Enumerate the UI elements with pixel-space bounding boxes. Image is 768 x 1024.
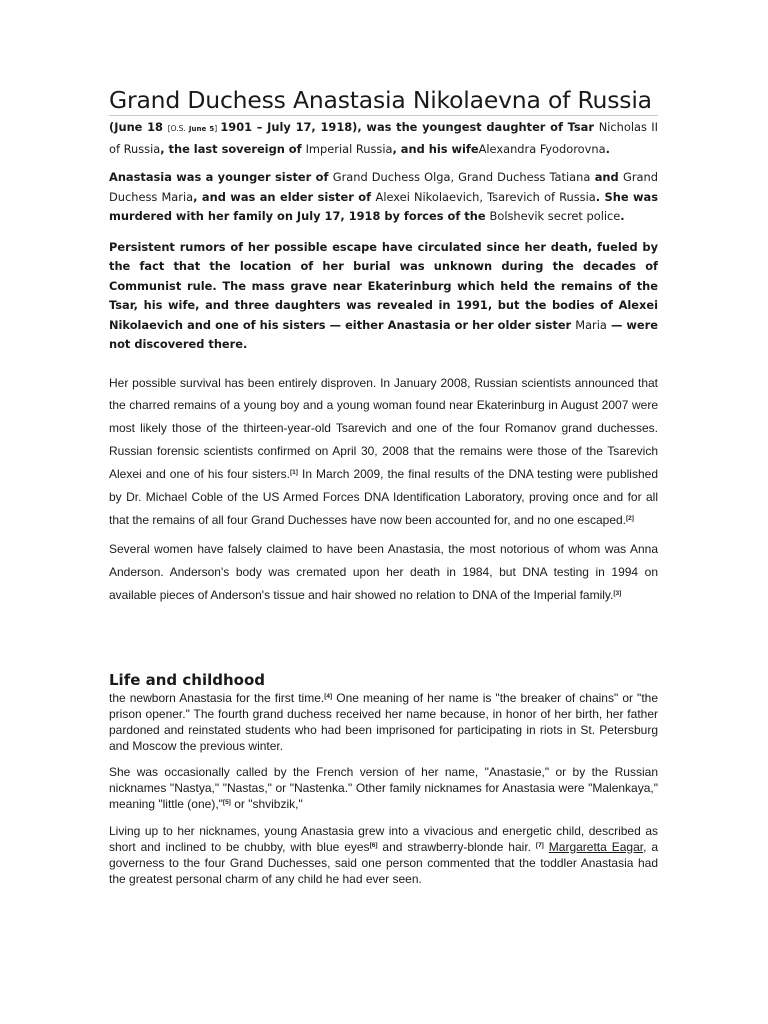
link-grand-duchess-tatiana[interactable]: Grand Duchess Tatiana [458,170,591,184]
siblings-text-4: . She was murdered with her family on July 17, 1918 by forces of the [109,189,659,223]
rumors-text-1: Persistent rumors of her possible escape have circulated since her death, fueled by the fact that the location of her burial was unknown during the decades of Communist rule. The mass grave near Ekaterinburg which held the remains of the Tsar, his wife, and three daughters was revealed in 1991, but the bodies of Alexei Nikolaevich and one of his sisters — either Anastasia or her older sister [109,239,658,332]
intro-birth-date: June 18 [114,120,168,134]
intro-text-bold-4: . [605,141,610,156]
citation-5[interactable]: [5] [222,798,231,806]
rumors-paragraph [109,238,658,355]
citation-2[interactable]: [2] [626,514,634,522]
childhood-paragraph [109,823,658,887]
nicknames-text-2: or "shvibzik," [230,796,303,811]
link-alexandra-fyodorovna[interactable]: Alexandra Fyodorovna [478,141,606,156]
link-bolshevik-police[interactable]: Bolshevik secret police [489,209,621,223]
document-page [109,86,658,887]
siblings-text-1: Anastasia was a younger sister of [109,170,333,184]
intro-os-close: ] [214,124,221,133]
siblings-text-2: and [590,170,624,184]
childhood-text-2: and strawberry-blonde hair. [377,839,536,854]
survival-text-2: In March 2009, the final results of the DNA testing were published by Dr. Michael Coble of the US Armed Forces DNA Identification Laboratory, proving once and for all that the remains of all four Grand Duchesses have now been accounted for, and no one escaped. [109,467,658,527]
citation-4[interactable]: [4] [324,692,333,700]
link-margaretta-eagar[interactable]: Margaretta Eagar [548,839,644,854]
life-text-2: One meaning of her name is "the breaker of chains" or "the prison opener." The fourth grand duchess received her name because, in honor of her birth, her father pardoned and reinstated students who had been imprisoned for participating in riots in St. Petersburg and Moscow the previous winter. [109,690,658,753]
claimants-paragraph [109,538,658,607]
siblings-text-5: . [620,209,625,223]
nicknames-text-1: She was occasionally called by the French version of her name, "Anastasie," or by the Russian nicknames "Nastya," "Nastas," or "Nastenka." Other family nicknames for Anastasia were "Malenkaya," meaning "little (one)," [109,764,658,811]
intro-os-label: [O.S. [167,124,189,133]
citation-3[interactable]: [3] [613,589,622,597]
survival-text-1: Her possible survival has been entirely disproven. In January 2008, Russian scientists announced that the charred remains of a young boy and a young woman found near Ekaterinburg in August 2007 were most likely those of the thirteen-year-old Tsarevich and one of the four Romanov grand duchesses. Russian forensic scientists confirmed on April 30, 2008 that the remains were those of the Tsarevich Alexei and one of his four sisters. [109,375,658,482]
siblings-text-3: , and was an elder sister of [193,189,376,204]
link-grand-duchess-maria[interactable]: Grand Duchess Maria [109,170,658,204]
life-paragraph-1 [109,690,658,754]
link-maria[interactable]: Maria [575,317,607,332]
intro-paragraph [109,118,658,159]
citation-1[interactable]: [1] [290,469,298,477]
survival-paragraph [109,372,658,532]
childhood-text-3: , a governess to the four Grand Duchesses, said one person commented that the toddler Anastasia had the greatest personal charm of any child he had ever seen. [109,839,658,886]
intro-text-bold-1: 1901 – July 17, 1918), was the youngest daughter of Tsar [220,120,599,134]
intro-text-bold-2: , the last sovereign of [160,141,306,156]
link-nicholas-ii[interactable]: Nicholas II of Russia [109,120,658,156]
section-heading-life: Life and childhood [109,670,265,689]
link-imperial-russia[interactable]: Imperial Russia [305,141,393,156]
childhood-text-1: Living up to her nicknames, young Anastasia grew into a vivacious and energetic child, described as short and inclined to be chubby, with blue eyes [109,823,658,854]
link-alexei-nikolaevich[interactable]: Alexei Nikolaevich, Tsarevich of Russia [375,189,596,204]
rumors-text-2: — were not discovered there. [109,317,658,351]
intro-text-bold-3: , and his wife [392,141,479,156]
claimants-text-1: Several women have falsely claimed to have been Anastasia, the most notorious of whom was Anna Anderson. Anderson's body was cremated upon her death in 1984, but DNA testing in 1994 on available pieces of Anderson's tissue and hair showed no relation to DNA of the Imperial family. [109,541,658,602]
siblings-paragraph [109,168,658,227]
intro-open-paren: ( [109,120,115,134]
page-title: Grand Duchess Anastasia Nikolaevna of Russia [109,86,658,116]
link-grand-duchess-olga[interactable]: Grand Duchess Olga [332,170,451,184]
citation-7[interactable]: [7] [535,841,544,849]
siblings-comma: , [450,170,459,184]
nicknames-paragraph [109,764,658,812]
life-text-1: the newborn Anastasia for the first time. [109,690,325,705]
intro-os-date: June 5 [188,125,215,133]
citation-6[interactable]: [6] [369,841,378,849]
